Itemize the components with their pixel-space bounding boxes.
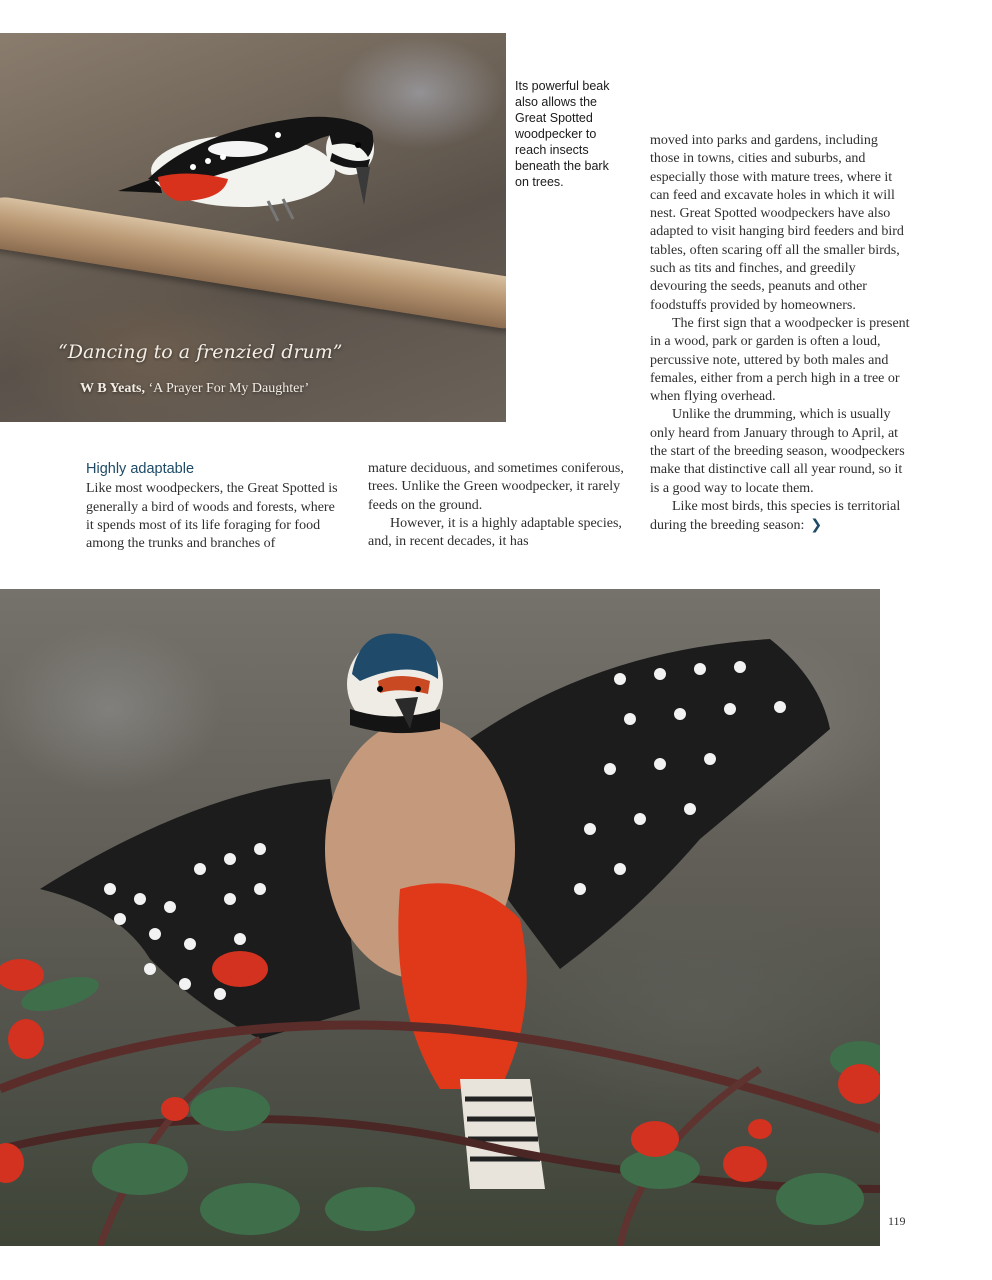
article-column-3 <box>650 132 910 536</box>
page-number: 119 <box>888 1214 906 1228</box>
paragraph: Unlike the drumming, which is usually only heard from January through to April, at the start of the breeding season, woodpeckers make that distinctive call all year round, so it is a good way to locate them. <box>650 407 905 496</box>
chevron-right-icon: ❯ <box>810 517 823 534</box>
quote-author: W B Yeats, <box>80 381 145 396</box>
caption-line: Great Spotted <box>515 111 593 125</box>
caption-line: Its powerful beak <box>515 79 610 93</box>
paragraph: moved into parks and gardens, including those in towns, cities and suburbs, and especially those with mature trees, where it can feed and excavate holes in which it will nest. Great Spotted woodpeckers have also adapted to visit hanging bird feeders and bird tables, often scaring off all the smaller birds, such as tits and finches, and greedily devouring the seeds, peanuts and other foodstuffs provided by homeowners. <box>650 133 904 313</box>
paragraph: mature deciduous, and sometimes coniferous, trees. Unlike the Green woodpecker, it rarely feeds on the ground. <box>368 461 624 513</box>
caption-line: on trees. <box>515 175 564 189</box>
paragraph: The first sign that a woodpecker is present in a wood, park or garden is often a loud, percussive note, uttered by both males and females, either from a perch high in a tree or when flying overhead. <box>650 315 910 405</box>
bottom-photo-woodpecker-wings-spread <box>0 589 880 1246</box>
woodpecker-large-image <box>0 589 880 1246</box>
caption-line: woodpecker to <box>515 127 597 141</box>
section-heading: Highly adaptable <box>86 461 195 477</box>
quote-attribution <box>80 381 400 397</box>
quote-source: ‘A Prayer For My Daughter’ <box>148 381 310 396</box>
photo-caption <box>515 78 619 190</box>
paragraph: However, it is a highly adaptable species, and, in recent decades, it has <box>368 515 622 550</box>
caption-line: reach insects <box>515 143 589 157</box>
top-photo-woodpecker-on-branch <box>0 33 506 422</box>
paragraph-text: Like most birds, this species is territorial during the breeding season: <box>650 498 901 534</box>
article-column-1 <box>86 460 344 553</box>
woodpecker-small-image <box>118 109 388 239</box>
caption-line: beneath the bark <box>515 159 609 173</box>
pull-quote: “Dancing to a frenzied drum” <box>58 341 343 363</box>
article-column-2 <box>368 460 626 551</box>
paragraph-last <box>650 498 910 536</box>
caption-line: also allows the <box>515 95 597 109</box>
paragraph: Like most woodpeckers, the Great Spotted is generally a bird of woods and forests, where it spends most of its life foraging for food among the trunks and branches of <box>86 481 338 552</box>
